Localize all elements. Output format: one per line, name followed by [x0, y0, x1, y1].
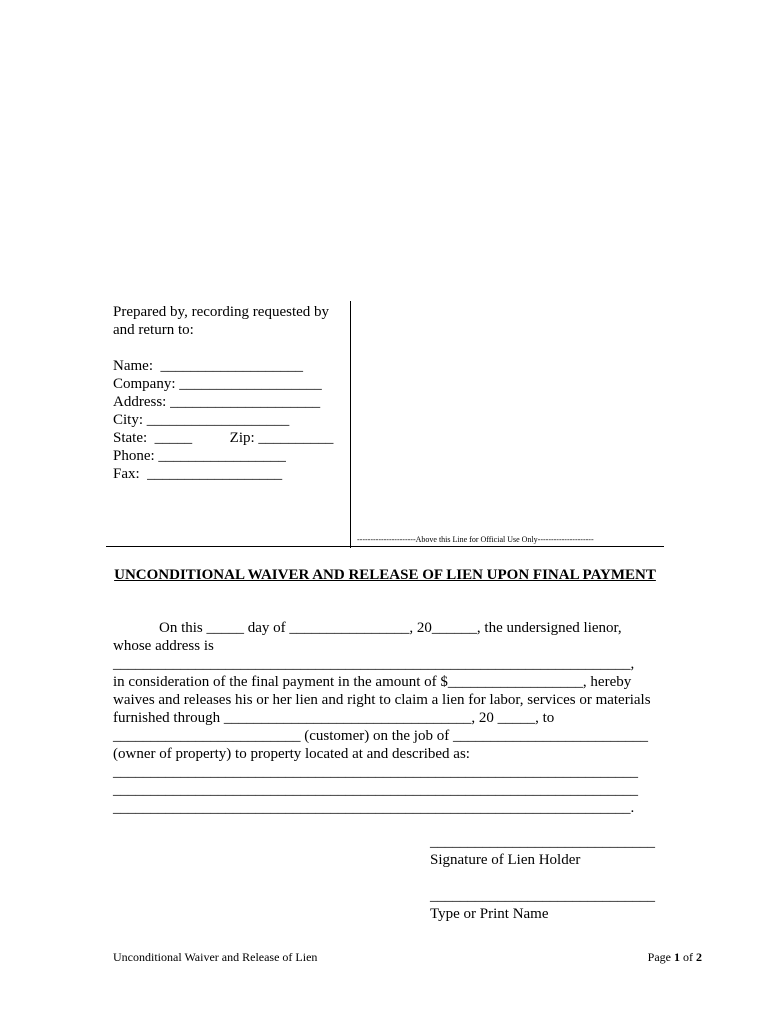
phone-field[interactable]: Phone: _________________ — [113, 448, 286, 464]
body-line: whose address is — [113, 638, 214, 654]
prepared-by-header-line2: and return to: — [113, 322, 194, 338]
property-description-line[interactable]: ______________________________________________________________________ — [113, 764, 638, 780]
signature-line[interactable]: ______________________________ — [430, 834, 655, 850]
body-line[interactable]: _________________________ (customer) on the job of __________________________ — [113, 728, 648, 744]
address-field[interactable]: Address: ____________________ — [113, 394, 321, 410]
signature-block — [430, 833, 658, 923]
fax-field[interactable]: Fax: __________________ — [113, 466, 283, 482]
state-zip-field[interactable]: State: _____ Zip: __________ — [113, 430, 334, 446]
box-divider-vertical — [350, 301, 351, 548]
property-description-line[interactable]: ______________________________________________________________________ — [113, 782, 638, 798]
city-field[interactable]: City: ___________________ — [113, 412, 290, 428]
prepared-by-box — [113, 303, 351, 483]
body-line: (owner of property) to property located at and described as: — [113, 746, 470, 762]
document-title: UNCONDITIONAL WAIVER AND RELEASE OF LIEN UPON FINAL PAYMENT — [114, 567, 656, 583]
page-total: 2 — [696, 950, 702, 964]
body-line[interactable]: furnished through _________________________________, 20 _____, to — [113, 710, 555, 726]
page-of: of — [683, 950, 693, 964]
page-current: 1 — [674, 950, 680, 964]
footer-title: Unconditional Waiver and Release of Lien — [113, 950, 318, 964]
official-use-line — [106, 546, 664, 547]
prepared-by-header-line1: Prepared by, recording requested by — [113, 304, 330, 320]
page-word: Page — [647, 950, 671, 964]
print-name-label: Type or Print Name — [430, 906, 549, 922]
page-number — [648, 948, 702, 966]
property-description-line[interactable]: _____________________________________________________________________. — [113, 800, 635, 816]
body-line: waives and releases his or her lien and right to claim a lien for labor, services or materials — [113, 692, 651, 708]
name-field[interactable]: Name: ___________________ — [113, 358, 303, 374]
body-line[interactable]: in consideration of the final payment in the amount of $__________________, hereby — [113, 674, 632, 690]
print-name-line[interactable]: ______________________________ — [430, 888, 655, 904]
body-line[interactable]: _____________________________________________________________________, — [113, 656, 635, 672]
body-line[interactable]: On this _____ day of ________________, 20______, the undersigned lienor, — [159, 620, 622, 636]
signature-label: Signature of Lien Holder — [430, 852, 581, 868]
company-field[interactable]: Company: ___________________ — [113, 376, 322, 392]
official-use-note: ----------------------Above this Line for Official Use Only--------------------- — [357, 535, 594, 544]
waiver-body — [113, 619, 661, 817]
